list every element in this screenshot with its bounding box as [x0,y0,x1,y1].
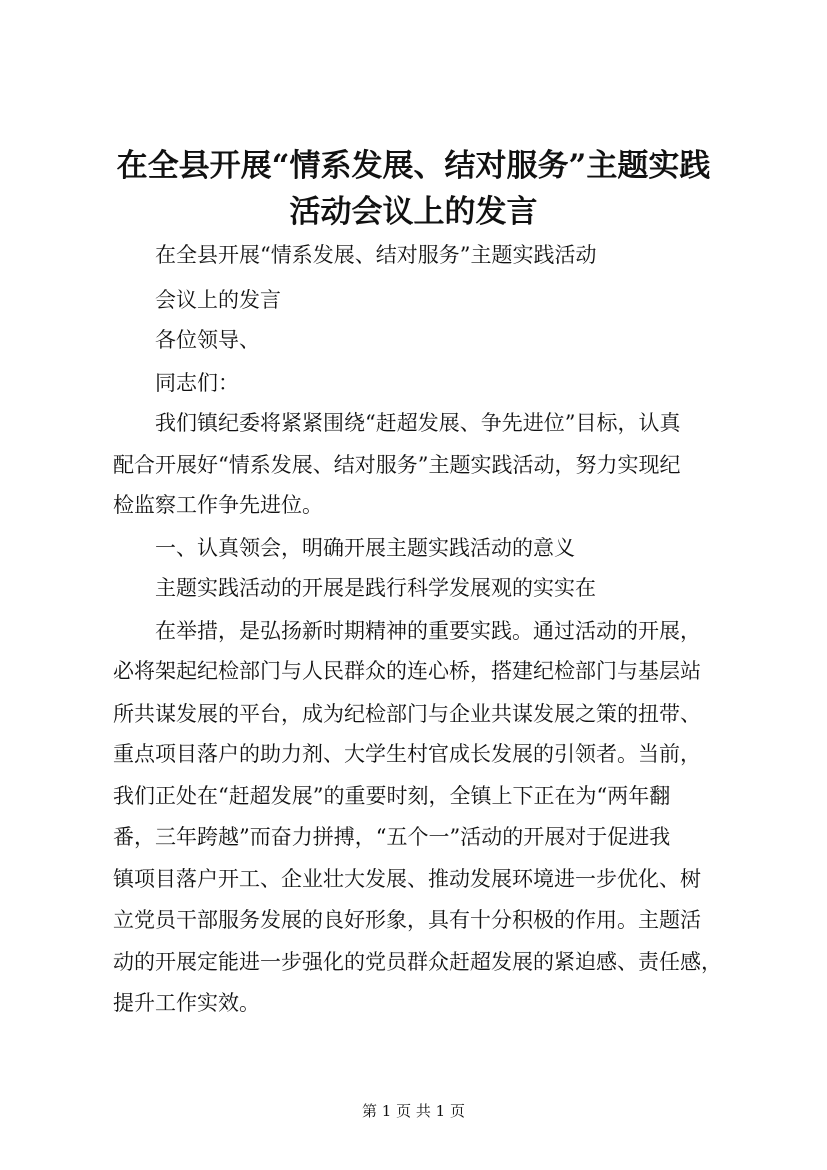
title-line-1: 在全县开展“情系发展、结对服务”主题实践 [116,148,711,184]
body-line: 会议上的发言 [155,288,281,312]
body-line: 主题实践活动的开展是践行科学发展观的实实在 [155,576,596,600]
body-line: 配合开展好“情系发展、结对服务”主题实践活动，努力实现纪 [113,453,681,477]
body-line: 在全县开展“情系发展、结对服务”主题实践活动 [155,243,597,267]
title-line-2: 活动会议上的发言 [289,194,538,230]
body-line: 所共谋发展的平台，成为纪检部门与企业共谋发展之策的扭带、 [113,702,701,726]
body-line: 在举措，是弘扬新时期精神的重要实践。通过活动的开展， [155,619,701,643]
body-line: 各位领导、 [155,328,260,352]
body-line: 番，三年跨越”而奋力拼搏，“五个一”活动的开展对于促进我 [113,825,671,849]
body-line: 动的开展定能进一步强化的党员群众赶超发展的紧迫感、责任感， [113,950,722,974]
page-footer: 第 1 页 共 1 页 [362,1102,465,1120]
document-title [80,143,747,235]
body-line: 检监察工作争先进位。 [113,493,323,517]
body-line: 镇项目落户开工、企业壮大发展、推动发展环境进一步优化、树 [113,867,701,891]
body-line: 必将架起纪检部门与人民群众的连心桥，搭建纪检部门与基层站 [113,659,701,683]
body-line: 提升工作实效。 [113,991,260,1015]
section-heading: 一、认真领会，明确开展主题实践活动的意义 [155,536,575,560]
body-line: 我们镇纪委将紧紧围绕“赶超发展、争先进位”目标，认真 [155,411,681,435]
body-line: 重点项目落户的助力剂、大学生村官成长发展的引领者。当前， [113,742,701,766]
body-line: 立党员干部服务发展的良好形象，具有十分积极的作用。主题活 [113,908,701,932]
body-line: 我们正处在“赶超发展”的重要时刻，全镇上下正在为“两年翻 [113,784,671,808]
body-line: 同志们： [155,371,239,395]
